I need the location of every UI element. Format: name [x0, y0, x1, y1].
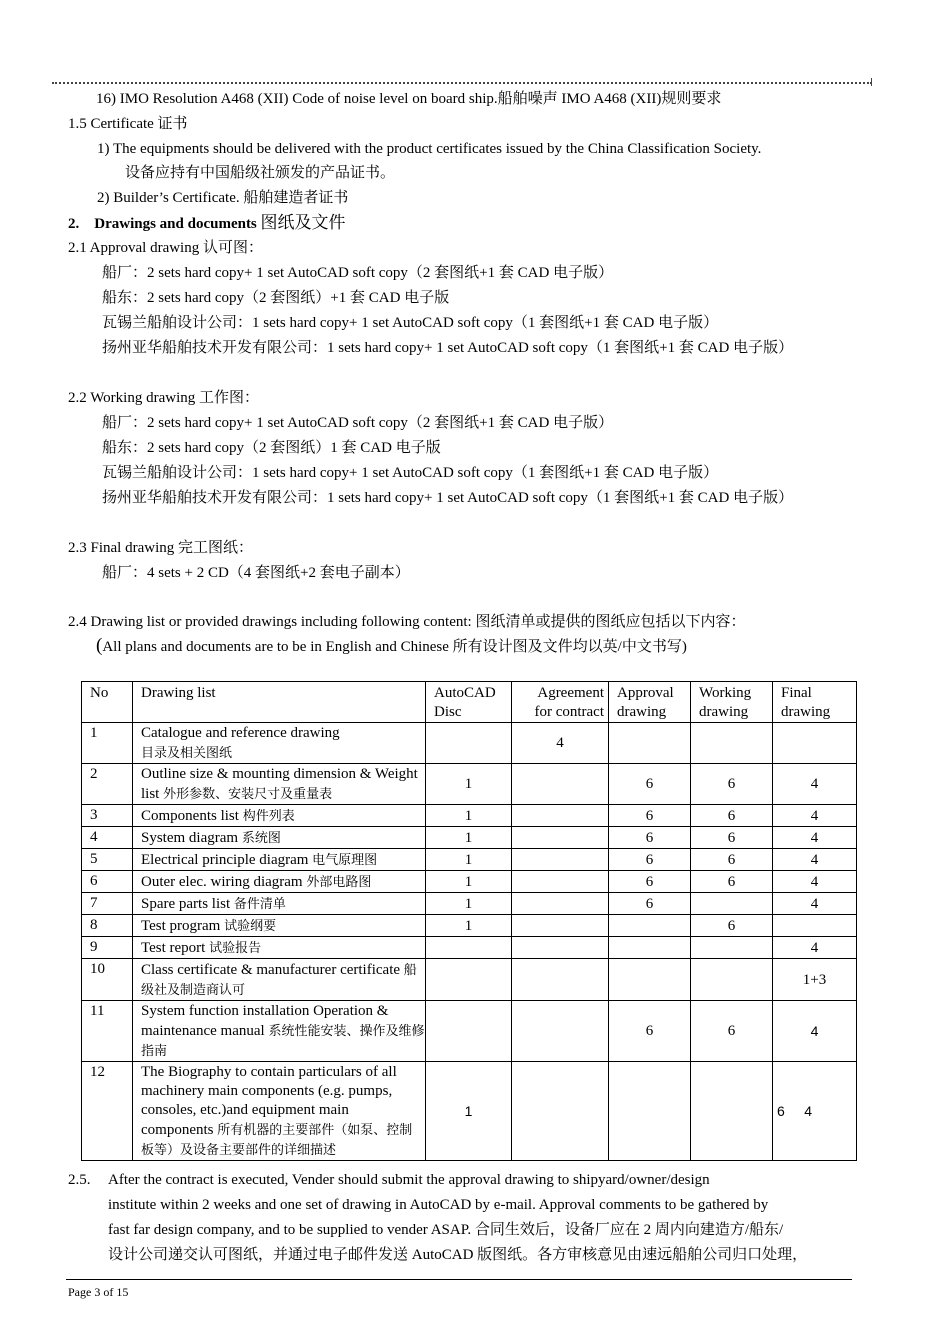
approval-line-2: 船东：2 sets hard copy（2 套图纸）+1 套 CAD 电子版	[102, 290, 450, 306]
section-2-5-line-3: fast far design company, and to be supplied to vender ASAP. 合同生效后，设备厂应在 2 周内向建造方/船东/	[108, 1222, 784, 1238]
cell-approval: 6	[609, 764, 691, 805]
cell-drawing	[133, 1001, 426, 1062]
cell-drawing-zh: 试验纲要	[224, 918, 277, 933]
footer-rule	[66, 1279, 852, 1280]
cell-working: 6	[691, 764, 773, 805]
approval-line-1: 船厂：2 sets hard copy+ 1 set AutoCAD soft copy（2 套图纸+1 套 CAD 电子版）	[102, 265, 614, 281]
cell-working	[691, 1062, 773, 1161]
table-row	[82, 849, 857, 871]
cell-no: 10	[82, 959, 133, 1001]
table-row	[82, 764, 857, 805]
cell-no: 12	[82, 1062, 133, 1161]
cell-drawing-zh: 电气原理图	[312, 852, 378, 867]
table-row	[82, 805, 857, 827]
cell-drawing-zh: 系统图	[241, 830, 281, 845]
cell-autocad: 1	[426, 827, 512, 849]
heading-2-4: 2.4 Drawing list or provided drawings including following content: 图纸清单或提供的图纸应包括以下内容：	[68, 614, 746, 630]
cell-working: 6	[691, 1001, 773, 1062]
cell-drawing-zh: 构件列表	[242, 808, 295, 823]
cell-working	[691, 959, 773, 1001]
cell-agreement	[512, 805, 609, 827]
cell-drawing	[133, 723, 426, 764]
table-row	[82, 871, 857, 893]
cell-drawing-zh: 备件清单	[233, 896, 286, 911]
heading-2-3: 2.3 Final drawing 完工图纸：	[68, 540, 253, 556]
table-row	[82, 827, 857, 849]
cell-approval	[609, 723, 691, 764]
cell-agreement	[512, 1062, 609, 1161]
cell-drawing-en: Test report	[141, 940, 206, 956]
certificate-item-1: 1) The equipments should be delivered with the product certificates issued by the China Classification Society.	[97, 141, 762, 157]
cell-drawing	[133, 764, 426, 805]
cell-autocad: 1	[426, 893, 512, 915]
section-2-title-en: Drawings and documents	[94, 216, 257, 232]
cell-working	[691, 723, 773, 764]
cell-final: 1+3	[773, 959, 857, 1001]
cell-approval: 6	[609, 827, 691, 849]
header-no: No	[82, 682, 133, 723]
cell-approval: 6	[609, 1001, 691, 1062]
cell-approval: 6	[609, 805, 691, 827]
cell-final: 4	[773, 805, 857, 827]
cell-agreement	[512, 893, 609, 915]
cell-drawing-en: Outer elec. wiring diagram	[141, 874, 303, 890]
cell-drawing-en: System function installation Operation & maintenance manual	[141, 1003, 389, 1039]
cell-drawing-zh: 目录及相关图纸	[141, 745, 233, 760]
cell-approval	[609, 959, 691, 1001]
table-row	[82, 1062, 857, 1161]
cell-working: 6	[691, 915, 773, 937]
cell-final: 4	[773, 893, 857, 915]
cell-drawing-zh: 外部电路图	[306, 874, 372, 889]
cell-drawing-zh: 试验报告	[209, 940, 262, 955]
cell-agreement	[512, 1001, 609, 1062]
cell-no: 11	[82, 1001, 133, 1062]
cell-autocad: 1	[426, 1062, 512, 1161]
final-line-1: 船厂：4 sets + 2 CD（4 套图纸+2 套电子副本）	[102, 565, 410, 581]
table-row	[82, 1001, 857, 1062]
cell-final: 6 4	[773, 1062, 857, 1161]
cell-no: 4	[82, 827, 133, 849]
cell-drawing-en: Test program	[141, 918, 221, 934]
cell-drawing	[133, 893, 426, 915]
cell-agreement	[512, 915, 609, 937]
cell-no: 6	[82, 871, 133, 893]
table-header-row	[82, 682, 857, 723]
cell-drawing-en: Electrical principle diagram	[141, 852, 309, 868]
header-approval: Approval drawing	[609, 682, 691, 723]
certificate-item-1-zh: 设备应持有中国船级社颁发的产品证书。	[125, 165, 396, 181]
cell-drawing	[133, 849, 426, 871]
cell-drawing	[133, 805, 426, 827]
cell-agreement	[512, 764, 609, 805]
cell-autocad	[426, 723, 512, 764]
cell-agreement	[512, 937, 609, 959]
cell-drawing-zh: 外形参数、安装尺寸及重量表	[163, 786, 333, 801]
cell-final: 4	[773, 764, 857, 805]
cell-approval	[609, 1062, 691, 1161]
cell-drawing-en: Components list	[141, 808, 239, 824]
table-row	[82, 723, 857, 764]
cell-working: 6	[691, 805, 773, 827]
cell-working: 6	[691, 849, 773, 871]
header-working: Working drawing	[691, 682, 773, 723]
cell-drawing	[133, 937, 426, 959]
drawing-list-table	[81, 681, 857, 1161]
working-line-1: 船厂：2 sets hard copy+ 1 set AutoCAD soft copy（2 套图纸+1 套 CAD 电子版）	[102, 415, 614, 431]
heading-2-2: 2.2 Working drawing 工作图：	[68, 390, 260, 406]
cell-agreement	[512, 827, 609, 849]
cell-no: 7	[82, 893, 133, 915]
heading-2-1: 2.1 Approval drawing 认可图：	[68, 240, 263, 256]
language-note	[96, 637, 687, 656]
cell-drawing	[133, 915, 426, 937]
section-2-5-line-4: 设计公司递交认可图纸，并通过电子邮件发送 AutoCAD 版图纸。各方审核意见由速远船舶公司归口处理，	[108, 1247, 808, 1263]
section-2-number: 2.	[68, 216, 80, 232]
page-number: Page 3 of 15	[68, 1285, 129, 1299]
table-row	[82, 915, 857, 937]
cell-autocad	[426, 1001, 512, 1062]
section-2-5-line-1: After the contract is executed, Vender should submit the approval drawing to shipyard/owner/design	[108, 1172, 710, 1188]
table-row	[82, 959, 857, 1001]
cell-working: 6	[691, 827, 773, 849]
cell-no: 1	[82, 723, 133, 764]
cell-no: 8	[82, 915, 133, 937]
cell-drawing	[133, 827, 426, 849]
cell-autocad	[426, 937, 512, 959]
cell-autocad: 1	[426, 805, 512, 827]
cell-agreement: 4	[512, 723, 609, 764]
cell-drawing-en: Catalogue and reference drawing	[141, 725, 340, 741]
working-line-4: 扬州亚华船舶技术开发有限公司：1 sets hard copy+ 1 set AutoCAD soft copy（1 套图纸+1 套 CAD 电子版）	[102, 490, 794, 506]
cell-agreement	[512, 959, 609, 1001]
cell-drawing-zh: 船级社及制造商认可	[141, 962, 417, 997]
section-2-5-number: 2.5.	[68, 1172, 91, 1188]
cell-no: 5	[82, 849, 133, 871]
cell-autocad: 1	[426, 915, 512, 937]
heading-1-5: 1.5 Certificate 证书	[68, 116, 188, 132]
cell-final: 4	[773, 871, 857, 893]
cell-final: 4	[773, 827, 857, 849]
cell-agreement	[512, 871, 609, 893]
cell-approval: 6	[609, 871, 691, 893]
header-rule-end-mark	[871, 78, 872, 86]
header-drawing-list: Drawing list	[133, 682, 426, 723]
header-agreement: Agreement for contract	[512, 682, 609, 723]
working-line-2: 船东：2 sets hard copy（2 套图纸）1 套 CAD 电子版	[102, 440, 441, 456]
cell-autocad: 1	[426, 849, 512, 871]
cell-autocad	[426, 959, 512, 1001]
approval-line-3: 瓦锡兰船舶设计公司：1 sets hard copy+ 1 set AutoCAD soft copy（1 套图纸+1 套 CAD 电子版）	[102, 315, 719, 331]
approval-line-4: 扬州亚华船舶技术开发有限公司：1 sets hard copy+ 1 set AutoCAD soft copy（1 套图纸+1 套 CAD 电子版）	[102, 340, 794, 356]
cell-drawing	[133, 1062, 426, 1161]
cell-approval: 6	[609, 893, 691, 915]
cell-agreement	[512, 849, 609, 871]
cell-working	[691, 937, 773, 959]
cell-autocad: 1	[426, 764, 512, 805]
certificate-item-2: 2) Builder’s Certificate. 船舶建造者证书	[97, 190, 349, 206]
language-note-text: All plans and documents are to be in English and Chinese 所有设计图及文件均以英/中文书写)	[102, 639, 687, 655]
section-2-5-line-2: institute within 2 weeks and one set of drawing in AutoCAD by e-mail. Approval comments to be gathered by	[108, 1197, 769, 1213]
cell-drawing	[133, 871, 426, 893]
cell-drawing-en: Spare parts list	[141, 896, 231, 912]
cell-approval	[609, 915, 691, 937]
cell-drawing-zh: 系统性能安装、操作及维修指南	[141, 1023, 425, 1058]
cell-drawing-zh: 所有机器的主要部件（如泵、控制板等）及设备主要部件的详细描述	[141, 1122, 413, 1157]
cell-final	[773, 915, 857, 937]
cell-drawing-en: The Biography to contain particulars of all machinery main components (e.g. pumps, consoles, etc.)and equipment main components	[141, 1064, 397, 1138]
language-note-paren: (	[96, 635, 103, 656]
table-row	[82, 937, 857, 959]
section-2-title-zh: 图纸及文件	[260, 213, 346, 232]
header-dotted-rule	[52, 82, 872, 84]
cell-no: 2	[82, 764, 133, 805]
cell-drawing-en: System diagram	[141, 830, 239, 846]
header-final: Final drawing	[773, 682, 857, 723]
cell-no: 9	[82, 937, 133, 959]
cell-final: 4	[773, 849, 857, 871]
cell-approval	[609, 937, 691, 959]
section-2-title	[68, 214, 346, 233]
cell-drawing-en: Class certificate & manufacturer certificate	[141, 962, 401, 978]
cell-drawing-en: Outline size & mounting dimension & Weight list	[141, 766, 418, 802]
cell-no: 3	[82, 805, 133, 827]
header-autocad-disc: AutoCAD Disc	[426, 682, 512, 723]
cell-approval: 6	[609, 849, 691, 871]
cell-final	[773, 723, 857, 764]
item-16: 16) IMO Resolution A468 (XII) Code of noise level on board ship.船舶噪声 IMO A468 (XII)规则要求	[96, 91, 722, 107]
cell-drawing	[133, 959, 426, 1001]
table-row	[82, 893, 857, 915]
cell-working	[691, 893, 773, 915]
working-line-3: 瓦锡兰船舶设计公司：1 sets hard copy+ 1 set AutoCAD soft copy（1 套图纸+1 套 CAD 电子版）	[102, 465, 719, 481]
cell-final: 4	[773, 1001, 857, 1062]
cell-final: 4	[773, 937, 857, 959]
cell-working: 6	[691, 871, 773, 893]
cell-autocad: 1	[426, 871, 512, 893]
